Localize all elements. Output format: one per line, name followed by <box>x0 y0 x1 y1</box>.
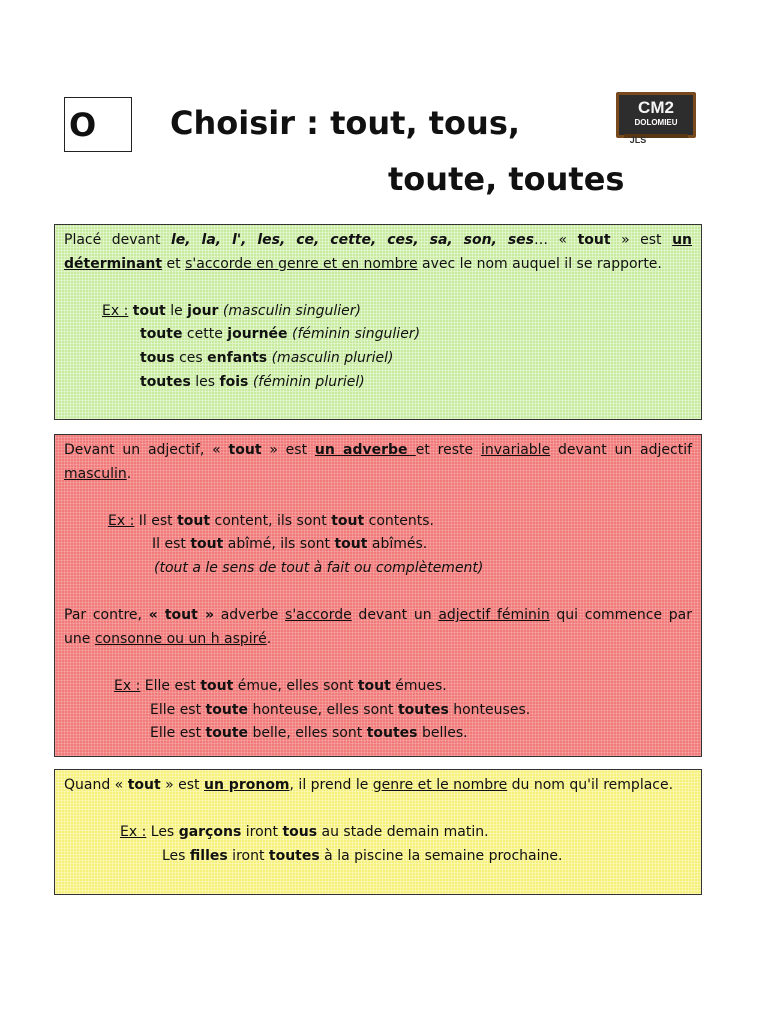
feminine-rule-text: Par contre, « tout » adverbe s'accorde devant un adjectif féminin qui commence par une consonne ou un h aspiré. <box>64 607 693 647</box>
page-title-line2: toute, toutes <box>388 160 625 198</box>
example-line: Elle est toute belle, elles sont toutes belles. <box>150 725 468 742</box>
badge-main: CM2 <box>638 98 674 117</box>
example-line: Les filles iront toutes à la piscine la semaine prochaine. <box>162 847 563 864</box>
pronoun-rule-text: Quand « tout » est un pronom, il prend le genre et le nombre du nom qu'il remplace. <box>64 777 674 793</box>
cm2-dolomieu-logo <box>616 92 696 144</box>
determinant-rule-box <box>54 224 702 420</box>
example-line: Ex : Elle est tout émue, elles sont tout émues. <box>114 677 447 694</box>
badge-tag: JLS <box>629 135 647 144</box>
adverb-rule-box <box>54 434 702 757</box>
determinant-rule-text: Placé devant le, la, l', les, ce, cette, ces, sa, son, ses… « tout » est un déterminant et s'accorde en genre et en nombre avec le nom auquel il se rapporte. <box>64 232 692 272</box>
example-line: Il est tout abîmé, ils sont tout abîmés. <box>152 536 428 553</box>
adverb-rule-text: Devant un adjectif, « tout » est un adverbe et reste invariable devant un adjectif masculin. <box>64 442 693 482</box>
example-line: Ex : tout le jour (masculin singulier) <box>102 302 361 319</box>
section-letter: O <box>64 97 132 152</box>
example-line: Ex : Il est tout content, ils sont tout contents. <box>108 512 434 529</box>
example-line: Elle est toute honteuse, elles sont toutes honteuses. <box>150 701 531 718</box>
pronoun-rule-box <box>54 769 702 895</box>
page-title-line1: Choisir : tout, tous, <box>170 104 521 142</box>
example-note: (tout a le sens de tout à fait ou complètement) <box>154 559 484 576</box>
example-line: toutes les fois (féminin pluriel) <box>140 373 365 390</box>
example-line: tous ces enfants (masculin pluriel) <box>140 349 394 366</box>
example-line: Ex : Les garçons iront tous au stade demain matin. <box>120 824 489 841</box>
badge-sub: DOLOMIEU <box>634 118 678 127</box>
example-line: toute cette journée (féminin singulier) <box>140 326 421 343</box>
